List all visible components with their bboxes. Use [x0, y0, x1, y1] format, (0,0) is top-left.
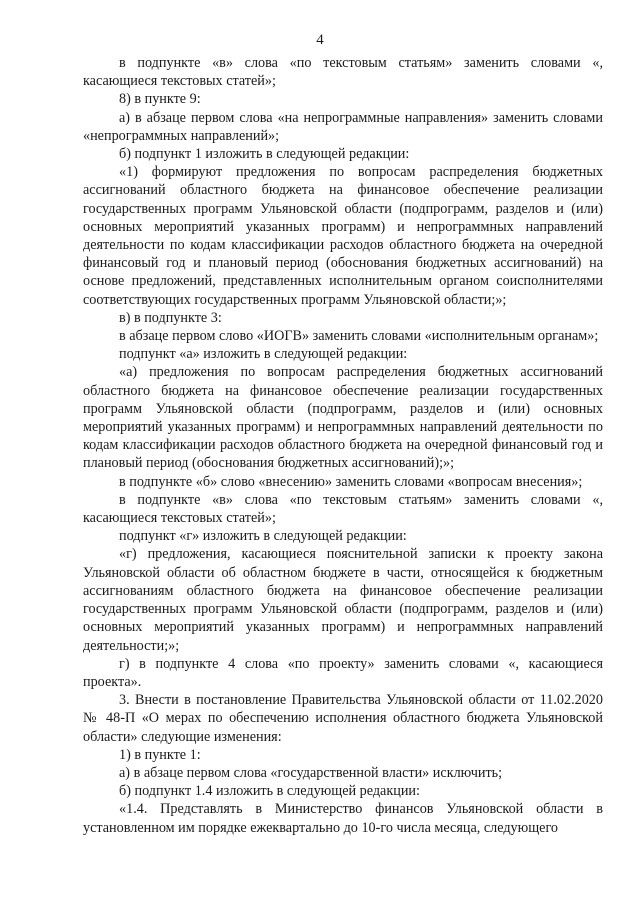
paragraph: 3. Внести в постановление Правительства Ульяновской области от 11.02.2020 № 48-П «О мерах по обеспечению исполнения областного бюджета Ульяновской области» следующие изменения:: [83, 692, 603, 745]
paragraph: в подпункте «в» слова «по текстовым статьям» заменить словами «, касающиеся текстовых статей»;: [83, 491, 603, 527]
paragraph: а) в абзаце первом слова «государственной власти» исключить;: [119, 764, 503, 781]
page-number: 4: [316, 32, 324, 48]
paragraph: б) подпункт 1.4 изложить в следующей редакции:: [119, 783, 420, 800]
paragraph: «1) формируют предложения по вопросам распределения бюджетных ассигнований областного бюджета на финансовое обеспечение реализации государственных программ Ульяновской области (подпрограмм, разделов и (или) основных мероприятий указанных программ) и непрограммных направлений деятельности по кодам классификации расходов областного бюджета на очередной финансовый год и плановый период (обоснования бюджетных ассигнований) на основе предложений, представленных исполнительным органом соисполнителями соответствующих государственных программ Ульяновской области;»;: [83, 164, 603, 308]
document-body: [83, 54, 603, 837]
paragraph: в подпункте «в» слова «по текстовым статьям» заменить словами «, касающиеся текстовых статей»;: [83, 55, 603, 90]
paragraph: г) в подпункте 4 слова «по проекту» заменить словами «, касающиеся проекта».: [83, 655, 603, 690]
paragraph: в) в подпункте 3:: [119, 309, 222, 326]
paragraph: «г) предложения, касающиеся пояснительной записки к проекту закона Ульяновской области об областном бюджете в части, относящейся к бюджетным ассигнованиям областного бюджета на финансовое обеспечение реализации государственных программ Ульяновской области (подпрограмм, разделов и (или) основных мероприятий указанных программ) и непрограммных направлений деятельности;»;: [83, 546, 603, 654]
paragraph: в подпункте «б» слово «внесению» заменить словами «вопросам внесения»;: [119, 473, 583, 490]
paragraph: 8) в пункте 9:: [119, 91, 201, 108]
paragraph: подпункт «а» изложить в следующей редакции:: [119, 346, 408, 363]
paragraph: 1) в пункте 1:: [119, 746, 201, 763]
paragraph: а) в абзаце первом слова «на непрограммные направления» заменить словами «непрограммных направлений»;: [83, 109, 603, 144]
paragraph: в абзаце первом слово «ИОГВ» заменить словами «исполнительным органам»;: [119, 328, 599, 345]
paragraph: подпункт «г» изложить в следующей редакции:: [119, 528, 407, 545]
paragraph: б) подпункт 1 изложить в следующей редакции:: [119, 146, 410, 163]
paragraph: «а) предложения по вопросам распределения бюджетных ассигнований областного бюджета на финансовое обеспечение реализации государственных программ Ульяновской области (подпрограмм, разделов и (или) основных мероприятий указанных программ) и непрограммных направлений деятельности по кодам классификации расходов областного бюджета на очередной финансовый год и плановый период (обоснования бюджетных ассигнований);»;: [83, 364, 603, 472]
paragraph: «1.4. Представлять в Министерство финансов Ульяновской области в установленном им порядке ежеквартально до 10-го числа месяца, следующего: [83, 801, 603, 836]
